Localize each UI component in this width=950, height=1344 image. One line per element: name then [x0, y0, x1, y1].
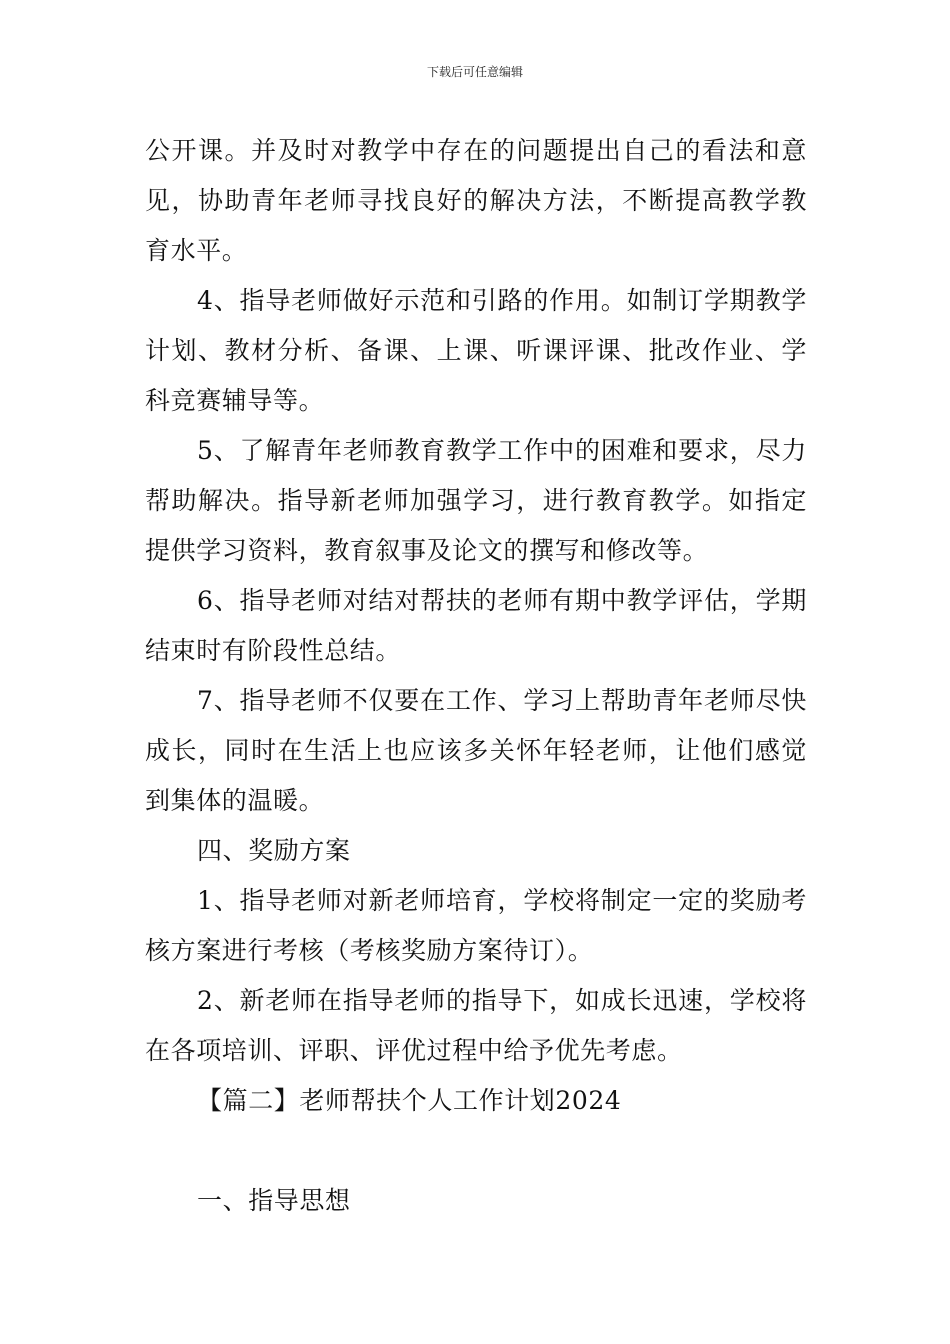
- page-header: 下载后可任意编辑: [426, 65, 523, 79]
- spacer: [145, 1126, 807, 1176]
- paragraph-item-4: 4、指导老师做好示范和引路的作用。如制订学期教学计划、教材分析、备课、上课、听课评课、批改作业、学科竞赛辅导等。: [145, 286, 807, 415]
- document-body: [145, 126, 807, 1226]
- paragraph-reward-1: 1、指导老师对新老师培育，学校将制定一定的奖励考核方案进行考核（考核奖励方案待订）。: [145, 886, 807, 965]
- part-two-title: 【篇二】老师帮扶个人工作计划2024: [197, 1086, 622, 1115]
- paragraph-continuation: 公开课。并及时对教学中存在的问题提出自己的看法和意见，协助青年老师寻找良好的解决方法，不断提高教学教育水平。: [145, 136, 807, 265]
- paragraph-item-5: 5、了解青年老师教育教学工作中的困难和要求，尽力帮助解决。指导新老师加强学习，进行教育教学。如指定提供学习资料，教育叙事及论文的撰写和修改等。: [145, 436, 807, 565]
- paragraph-item-7: 7、指导老师不仅要在工作、学习上帮助青年老师尽快成长，同时在生活上也应该多关怀年轻老师，让他们感觉到集体的温暖。: [145, 686, 807, 815]
- section-heading-rewards: 四、奖励方案: [197, 836, 351, 865]
- paragraph-reward-2: 2、新老师在指导老师的指导下，如成长迅速，学校将在各项培训、评职、评优过程中给予优先考虑。: [145, 986, 807, 1065]
- paragraph-item-6: 6、指导老师对结对帮扶的老师有期中教学评估，学期结束时有阶段性总结。: [145, 586, 807, 665]
- section-heading-guiding-ideology: 一、指导思想: [197, 1186, 351, 1215]
